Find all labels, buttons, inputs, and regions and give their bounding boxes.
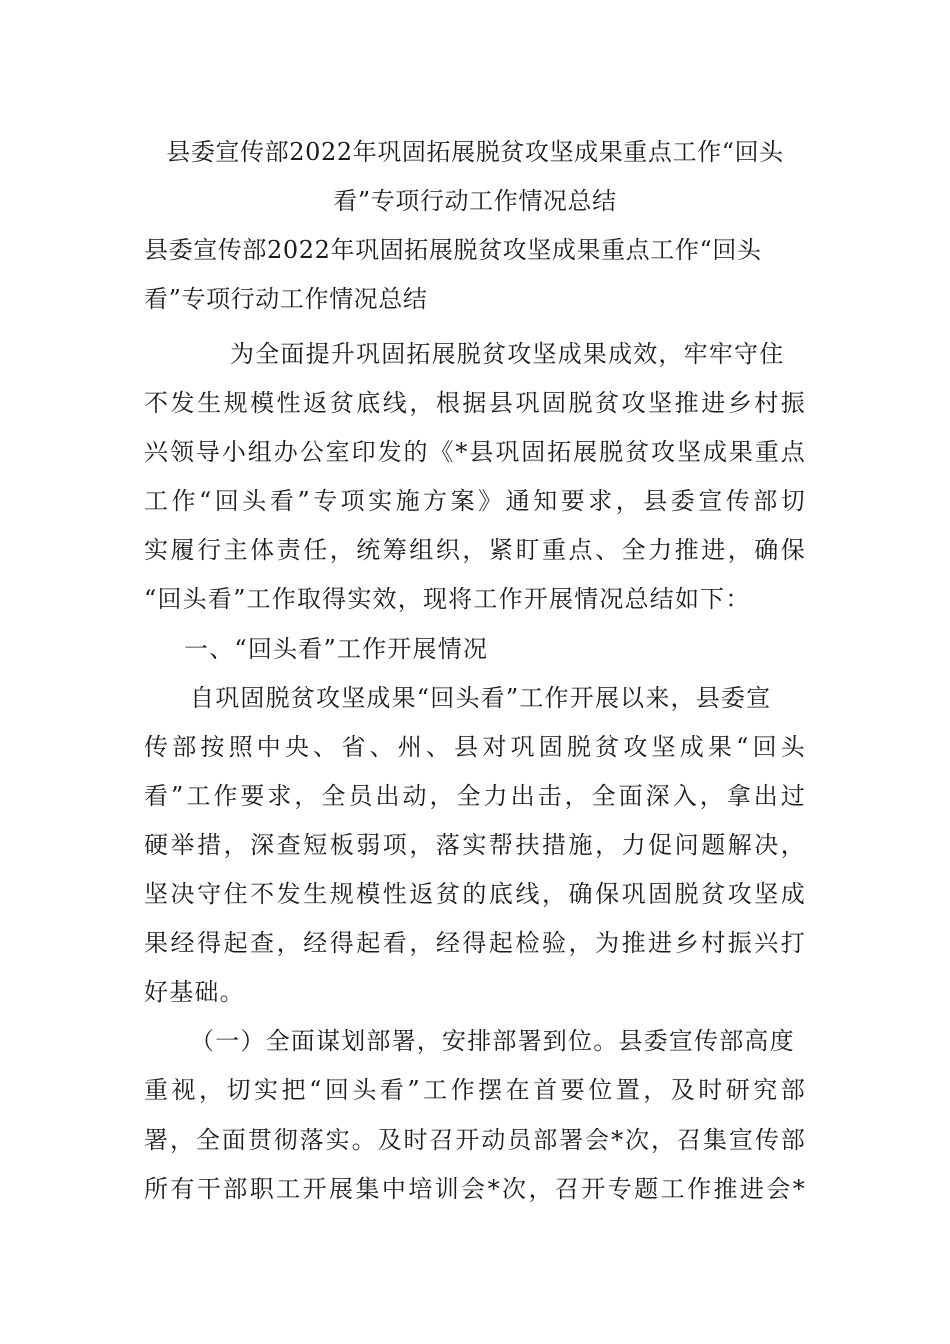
paragraph-line: 自巩固脱贫攻坚成果“回头看”工作开展以来，县委宣 [190, 683, 772, 712]
paragraph-line: 好基础。 [144, 978, 245, 1007]
paragraph-line: 传部按照中央、省、州、县对巩固脱贫攻坚成果“回头 [144, 732, 806, 761]
paragraph-line: 果经得起查，经得起看，经得起检验，为推进乡村振兴打 [144, 929, 806, 958]
intro-paragraph [144, 330, 806, 625]
overview-paragraph [144, 674, 806, 1018]
paragraph-line: 为全面提升巩固拓展脱贫攻坚成果成效，牢牢守住 [230, 340, 785, 368]
document-title-line-1: 县委宣传部2022年巩固拓展脱贫攻坚成果重点工作“回头 [166, 138, 784, 166]
paragraph-line: （一）全面谋划部署，安排部署到位。县委宣传部高度 [190, 1027, 795, 1056]
paragraph-line: 实履行主体责任，统筹组织，紧盯重点、全力推进，确保 [144, 536, 806, 565]
paragraph-line: 所有干部职工开展集中培训会*次，召开专题工作推进会* [144, 1174, 806, 1203]
section-heading-text: 一、“回头看”工作开展情况 [184, 634, 489, 663]
paragraph-line: 看”工作要求，全员出动，全力出击，全面深入，拿出过 [144, 781, 806, 810]
paragraph-line: “回头看”工作取得实效，现将工作开展情况总结如下： [144, 585, 751, 614]
repeated-title-line-1: 县委宣传部2022年巩固拓展脱贫攻坚成果重点工作“回头 [144, 236, 762, 264]
subsection-paragraph [144, 1017, 806, 1213]
paragraph-line: 工作“回头看”专项实施方案》通知要求，县委宣传部切 [144, 487, 806, 516]
paragraph-line: 硬举措，深查短板弱项，落实帮扶措施，力促问题解决， [144, 830, 806, 859]
paragraph-line: 署，全面贯彻落实。及时召开动员部署会*次，召集宣传部 [144, 1125, 806, 1154]
paragraph-line: 重视，切实把“回头看”工作摆在首要位置，及时研究部 [144, 1076, 806, 1105]
paragraph-line: 坚决守住不发生规模性返贫的底线，确保巩固脱贫攻坚成 [144, 880, 806, 909]
paragraph-line: 不发生规模性返贫底线，根据县巩固脱贫攻坚推进乡村振 [144, 389, 806, 418]
repeated-title-line-2: 看”专项行动工作情况总结 [144, 285, 428, 313]
document-body [144, 330, 806, 1214]
document-title-line-2: 看”专项行动工作情况总结 [333, 187, 617, 215]
section-heading [144, 625, 806, 674]
paragraph-line: 兴领导小组办公室印发的《*县巩固拓展脱贫攻坚成果重点 [144, 438, 806, 467]
